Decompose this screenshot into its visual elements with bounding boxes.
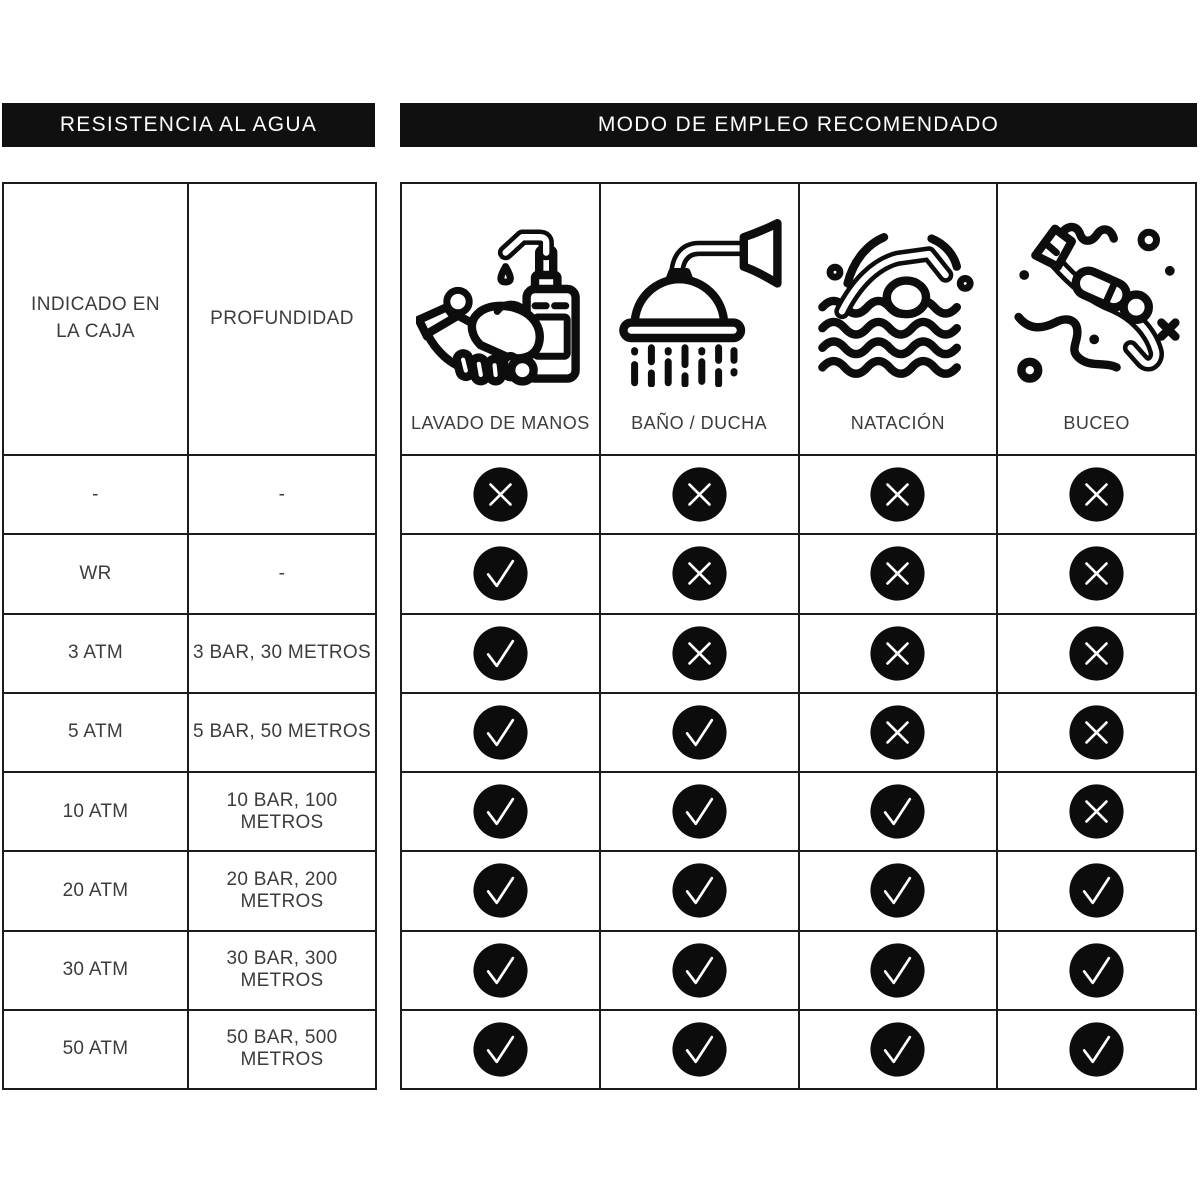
allowed-mark-cell	[997, 851, 1196, 930]
left-section-header-bar	[2, 103, 375, 147]
check-icon	[472, 862, 529, 919]
resistance-row	[3, 614, 376, 693]
activity-header-handwash	[401, 183, 600, 455]
check-icon	[1068, 862, 1125, 919]
check-icon	[472, 1021, 529, 1078]
not-allowed-mark-cell	[600, 534, 799, 613]
resistance-row	[3, 772, 376, 851]
column-header-depth: PROFUNDIDAD	[188, 183, 376, 455]
left-section-title: RESISTENCIA AL AGUA	[59, 113, 318, 136]
check-icon	[671, 942, 728, 999]
depth-cell: -	[188, 455, 376, 534]
recommendation-row	[401, 455, 1196, 534]
not-allowed-mark-cell	[997, 614, 1196, 693]
allowed-mark-cell	[600, 693, 799, 772]
activity-label-diving: BUCEO	[1063, 413, 1130, 433]
check-icon	[472, 704, 529, 761]
resistance-row	[3, 693, 376, 772]
activity-label-handwash: LAVADO DE MANOS	[410, 413, 590, 433]
depth-cell: 50 BAR, 500 METROS	[188, 1010, 376, 1089]
case-marking-cell: 10 ATM	[3, 772, 188, 851]
check-icon	[472, 942, 529, 999]
allowed-mark-cell	[401, 534, 600, 613]
left-table-header-row	[3, 183, 376, 455]
not-allowed-mark-cell	[600, 614, 799, 693]
depth-cell: -	[188, 534, 376, 613]
allowed-mark-cell	[600, 931, 799, 1010]
not-allowed-mark-cell	[600, 455, 799, 534]
activity-label-shower: BAÑO / DUCHA	[631, 413, 768, 433]
cross-icon	[869, 625, 926, 682]
case-marking-cell: -	[3, 455, 188, 534]
allowed-mark-cell	[997, 1010, 1196, 1089]
check-icon	[869, 862, 926, 919]
cross-icon	[671, 625, 728, 682]
recommendation-row	[401, 614, 1196, 693]
activity-header-swimming	[799, 183, 998, 455]
depth-cell: 5 BAR, 50 METROS	[188, 693, 376, 772]
recommendation-row	[401, 1010, 1196, 1089]
case-marking-cell: WR	[3, 534, 188, 613]
check-icon	[671, 862, 728, 919]
check-icon	[869, 942, 926, 999]
case-marking-cell: 30 ATM	[3, 931, 188, 1010]
diving-icon	[1013, 184, 1181, 413]
not-allowed-mark-cell	[401, 455, 600, 534]
right-section-title: MODO DE EMPLEO RECOMENDADO	[597, 113, 1000, 136]
depth-cell: 10 BAR, 100 METROS	[188, 772, 376, 851]
not-allowed-mark-cell	[997, 455, 1196, 534]
recommended-use-table	[400, 182, 1197, 1090]
cross-icon	[671, 466, 728, 523]
allowed-mark-cell	[799, 1010, 998, 1089]
cross-icon	[1068, 466, 1125, 523]
check-icon	[869, 783, 926, 840]
not-allowed-mark-cell	[799, 614, 998, 693]
case-marking-cell: 3 ATM	[3, 614, 188, 693]
check-icon	[472, 545, 529, 602]
allowed-mark-cell	[799, 772, 998, 851]
resistance-row	[3, 931, 376, 1010]
case-marking-cell: 20 ATM	[3, 851, 188, 930]
not-allowed-mark-cell	[997, 772, 1196, 851]
allowed-mark-cell	[401, 772, 600, 851]
not-allowed-mark-cell	[799, 455, 998, 534]
allowed-mark-cell	[799, 931, 998, 1010]
not-allowed-mark-cell	[799, 693, 998, 772]
check-icon	[1068, 1021, 1125, 1078]
allowed-mark-cell	[600, 851, 799, 930]
case-marking-cell: 50 ATM	[3, 1010, 188, 1089]
recommendation-row	[401, 693, 1196, 772]
activity-header-row	[401, 183, 1196, 455]
cross-icon	[1068, 783, 1125, 840]
cross-icon	[1068, 625, 1125, 682]
cross-icon	[869, 545, 926, 602]
allowed-mark-cell	[600, 1010, 799, 1089]
resistance-row	[3, 1010, 376, 1089]
not-allowed-mark-cell	[997, 534, 1196, 613]
recommendation-row	[401, 772, 1196, 851]
not-allowed-mark-cell	[799, 534, 998, 613]
right-section-header-bar	[400, 103, 1197, 147]
allowed-mark-cell	[799, 851, 998, 930]
check-icon	[1068, 942, 1125, 999]
shower-icon	[615, 184, 783, 413]
cross-icon	[671, 545, 728, 602]
activity-header-diving	[997, 183, 1196, 455]
allowed-mark-cell	[401, 693, 600, 772]
check-icon	[869, 1021, 926, 1078]
swimming-icon	[814, 184, 982, 413]
cross-icon	[472, 466, 529, 523]
allowed-mark-cell	[401, 1010, 600, 1089]
check-icon	[671, 704, 728, 761]
resistance-row	[3, 534, 376, 613]
depth-cell: 3 BAR, 30 METROS	[188, 614, 376, 693]
case-marking-cell: 5 ATM	[3, 693, 188, 772]
activity-label-swimming: NATACIÓN	[850, 413, 946, 433]
check-icon	[472, 625, 529, 682]
check-icon	[671, 1021, 728, 1078]
cross-icon	[869, 704, 926, 761]
cross-icon	[1068, 704, 1125, 761]
allowed-mark-cell	[401, 931, 600, 1010]
activity-header-shower	[600, 183, 799, 455]
depth-cell: 30 BAR, 300 METROS	[188, 931, 376, 1010]
cross-icon	[869, 466, 926, 523]
depth-cell: 20 BAR, 200 METROS	[188, 851, 376, 930]
not-allowed-mark-cell	[997, 693, 1196, 772]
water-resistance-table	[2, 182, 377, 1090]
check-icon	[671, 783, 728, 840]
recommendation-row	[401, 534, 1196, 613]
allowed-mark-cell	[401, 851, 600, 930]
column-header-case-marking: INDICADO EN LA CAJA	[3, 183, 188, 455]
recommendation-row	[401, 931, 1196, 1010]
cross-icon	[1068, 545, 1125, 602]
recommendation-row	[401, 851, 1196, 930]
handwash-icon	[416, 184, 584, 413]
allowed-mark-cell	[401, 614, 600, 693]
check-icon	[472, 783, 529, 840]
resistance-row	[3, 851, 376, 930]
resistance-row	[3, 455, 376, 534]
allowed-mark-cell	[997, 931, 1196, 1010]
allowed-mark-cell	[600, 772, 799, 851]
